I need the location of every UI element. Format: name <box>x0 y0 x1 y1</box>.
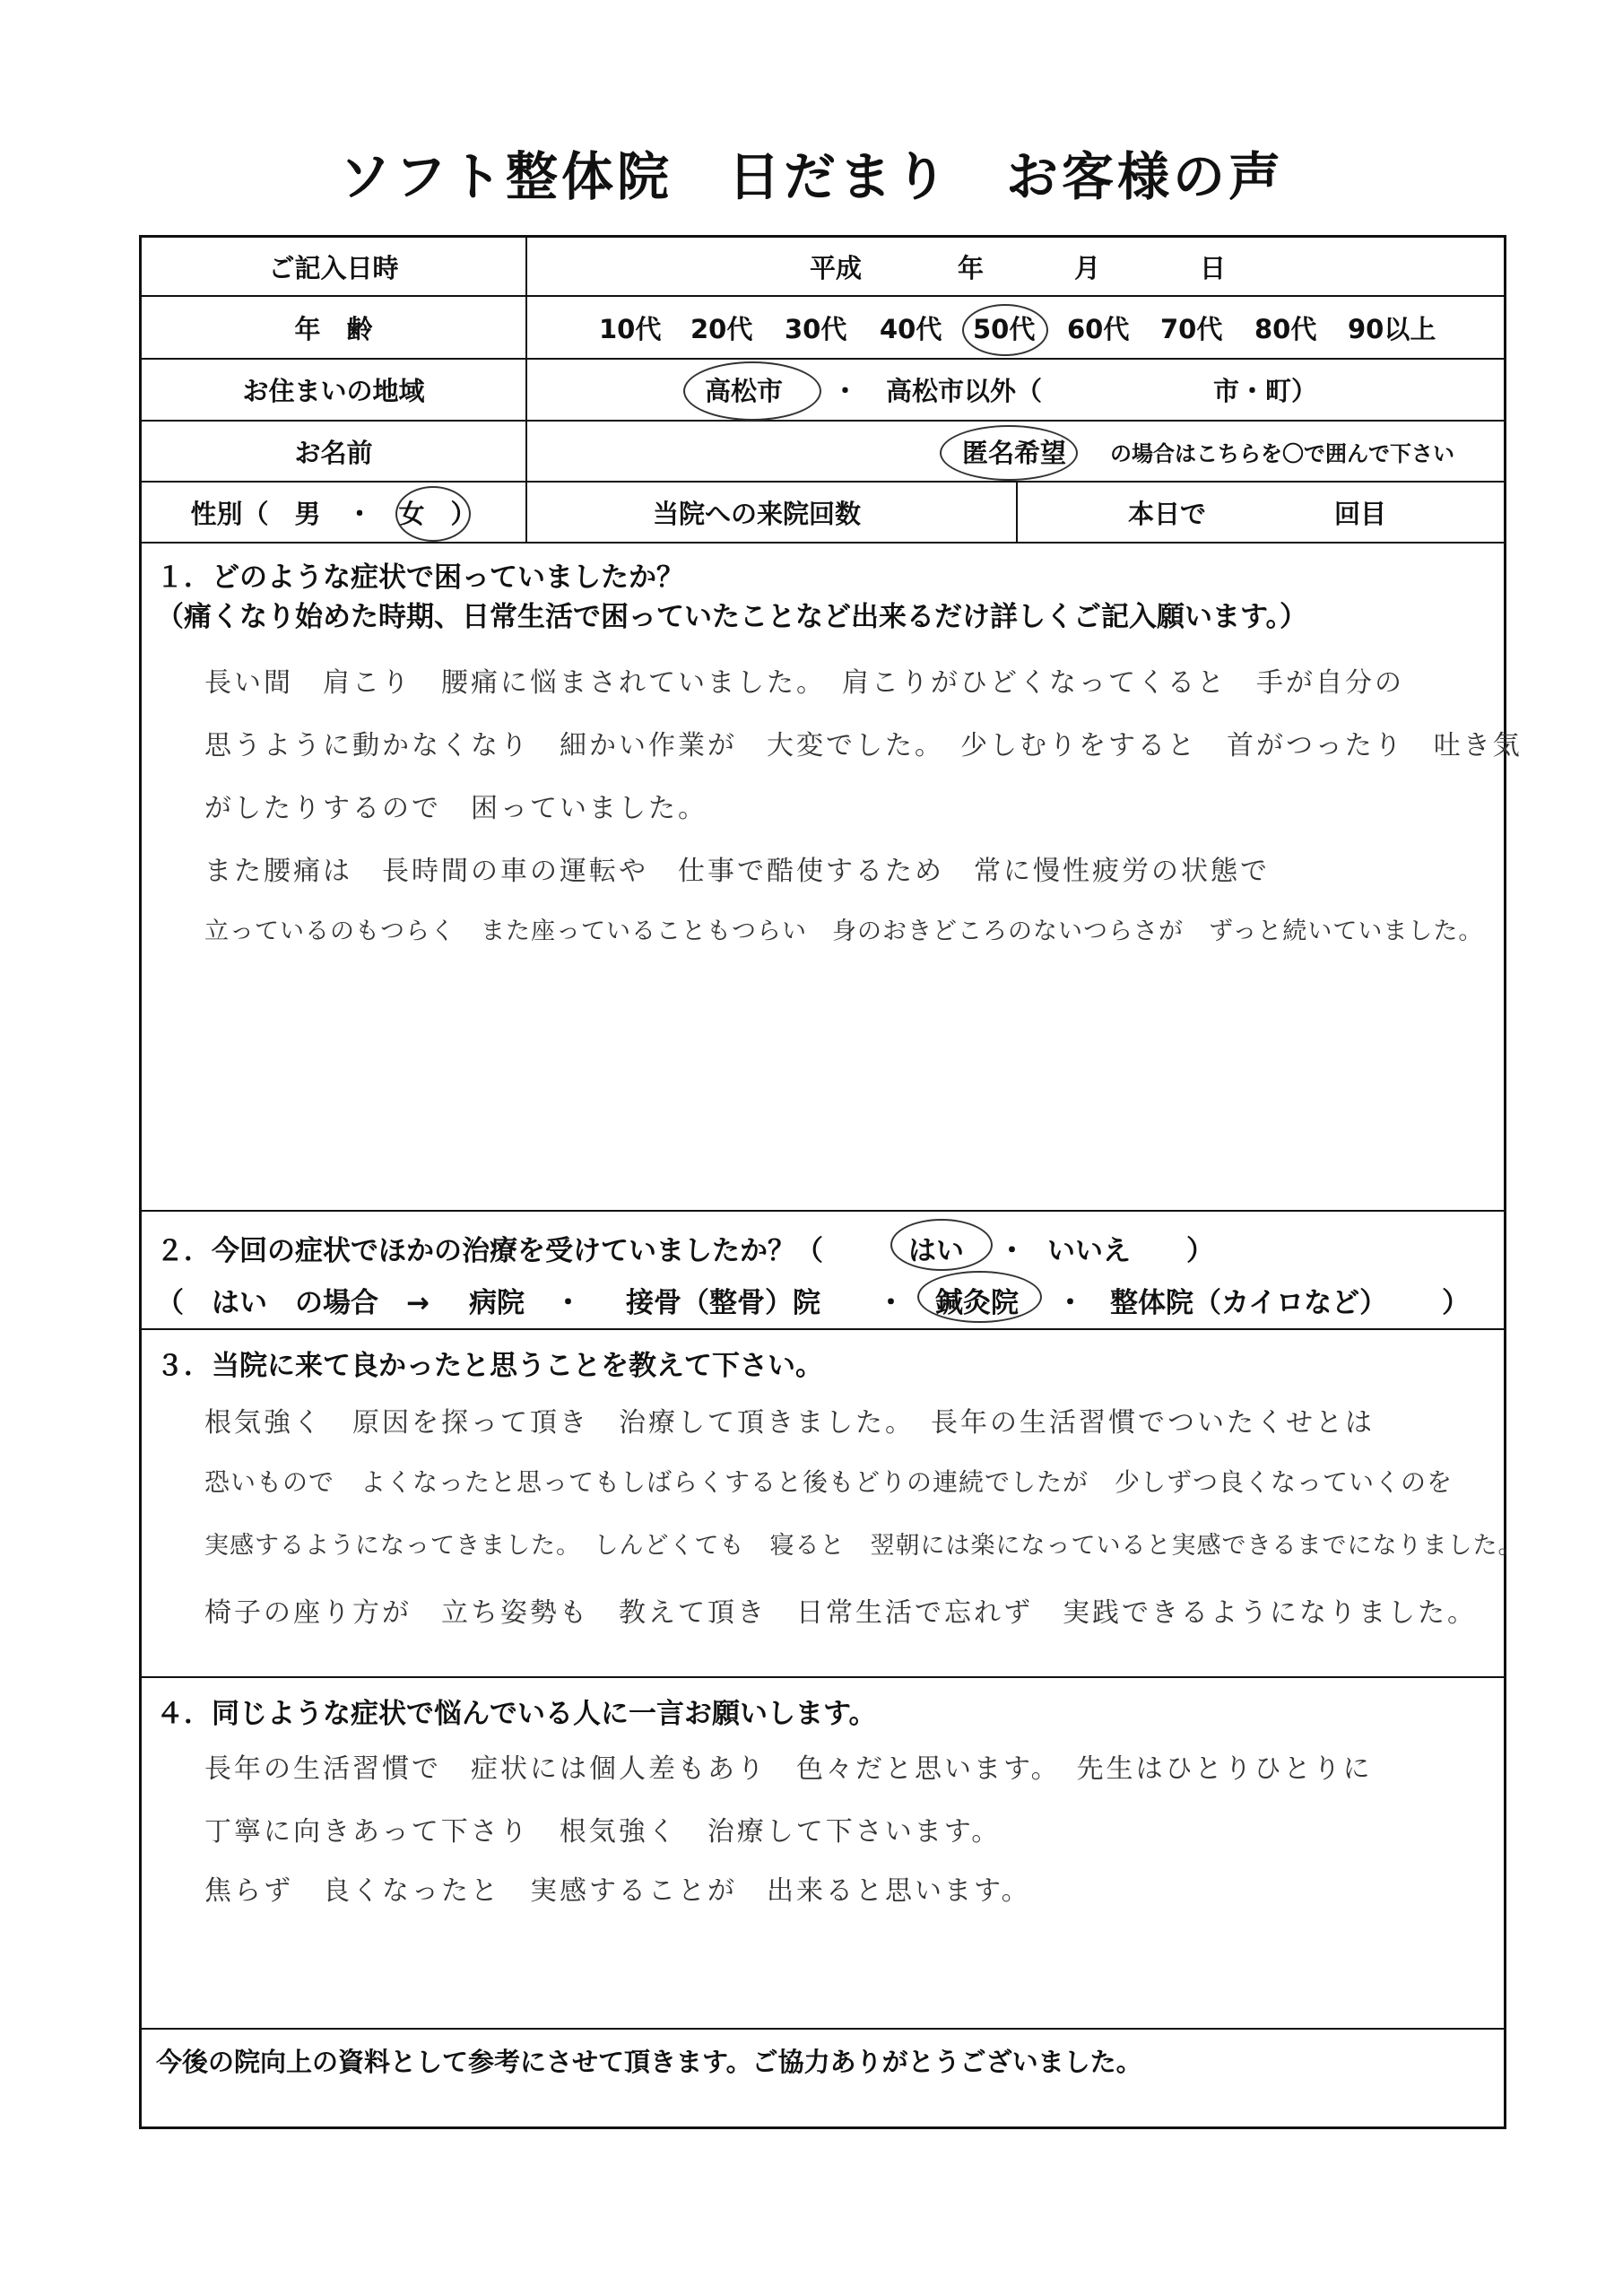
gender-label: 性別（ 男 ・ 女 ） <box>142 483 527 542</box>
age-option[interactable]: 10代 <box>599 313 662 344</box>
age-option[interactable]: 40代 <box>880 313 942 344</box>
visits-divider <box>1016 483 1018 542</box>
visits-today-label: 本日で <box>1128 498 1207 529</box>
visits-label: 当院への来院回数 <box>653 498 862 529</box>
question-2-place-selected[interactable]: 鍼灸院 <box>935 1287 1019 1319</box>
question-2-dot: ・ <box>554 1287 582 1319</box>
age-option[interactable]: 90以上 <box>1348 313 1436 344</box>
question-1-answer-line: また腰痛は 長時間の車の運転や 仕事で酷使するため 常に慢性疲労の状態で <box>204 856 1270 887</box>
anonymous-option[interactable]: 匿名希望 <box>962 437 1067 468</box>
question-2-line2-open: （ はい の場合 → <box>156 1287 457 1319</box>
question-1-answer-line: 立っているのもつらく また座っていることもつらい 身のおきどころのないつらさが ずっと続いていました。 <box>204 918 1484 945</box>
question-2-section <box>142 1212 1504 1330</box>
date-day: 日 <box>1200 252 1227 283</box>
visits-times-label: 回目 <box>1334 498 1387 529</box>
question-2-line2-close: ） <box>1442 1287 1470 1319</box>
question-2-dot: ・ <box>877 1287 905 1319</box>
footer-section <box>142 2030 1504 2128</box>
question-2-dot: ・ <box>1056 1287 1084 1319</box>
question-2-dot: ・ <box>998 1235 1026 1267</box>
age-option[interactable]: 80代 <box>1254 313 1317 344</box>
age-option[interactable]: 30代 <box>785 313 847 344</box>
date-year: 年 <box>958 252 985 283</box>
survey-form <box>139 235 1523 2129</box>
date-row <box>142 238 1504 297</box>
question-4-title: ４．同じような症状で悩んでいる人に一言お願いします。 <box>156 1698 877 1730</box>
question-2-place[interactable]: 接骨（整骨）院 <box>626 1287 820 1319</box>
date-label: ご記入日時 <box>142 238 527 295</box>
age-option[interactable]: 60代 <box>1067 313 1130 344</box>
question-2-no[interactable]: いいえ <box>1047 1235 1131 1267</box>
region-option-selected[interactable]: 高松市 <box>705 376 784 406</box>
selection-circle <box>917 1271 1042 1323</box>
name-row <box>142 422 1504 483</box>
question-1-answer-line: がしたりするので 困っていました。 <box>204 793 707 824</box>
question-2-yes[interactable]: はい <box>908 1235 964 1267</box>
question-2-place[interactable]: 整体院（カイロなど） <box>1110 1287 1388 1319</box>
question-2-close: ） <box>1186 1235 1214 1267</box>
age-row <box>142 297 1504 360</box>
form-title: ソフト整体院 日だまり お客様の声 <box>338 146 1284 207</box>
selection-circle <box>890 1219 993 1271</box>
age-option[interactable]: 20代 <box>690 313 753 344</box>
gender-row <box>142 483 1504 544</box>
region-separator: ・ <box>832 376 859 406</box>
question-4-answer-line: 焦らず 良くなったと 実感することが 出来ると思います。 <box>204 1875 1031 1907</box>
question-3-section <box>142 1330 1523 1678</box>
question-3-answer-line: 根気強く 原因を探って頂き 治療して頂きました。 長年の生活習慣でついたくせとは <box>204 1407 1375 1439</box>
region-label: お住まいの地域 <box>142 360 527 420</box>
question-2-title: ２．今回の症状でほかの治療を受けていましたか？（ <box>156 1235 823 1267</box>
question-1-answer-line: 長い間 肩こり 腰痛に悩まされていました。 肩こりがひどくなってくると 手が自分の <box>204 667 1404 699</box>
question-1-title: １．どのような症状で困っていましたか？ <box>156 561 684 594</box>
question-3-answer-line: 椅子の座り方が 立ち姿勢も 教えて頂き 日常生活で忘れず 実践できるようになりました。 <box>204 1597 1477 1629</box>
date-month: 月 <box>1074 252 1101 283</box>
question-2-place[interactable]: 病院 <box>469 1287 525 1319</box>
question-4-answer-line: 丁寧に向きあって下さり 根気強く 治療して下さいます。 <box>204 1816 1002 1848</box>
question-1-answer-line: 思うように動かなくなり 細かい作業が 大変でした。 少しむりをすると 首がつったり 吐き気 <box>204 730 1523 761</box>
selection-circle <box>683 361 821 421</box>
region-option[interactable]: 高松市以外（ <box>886 376 1043 406</box>
region-row <box>142 360 1504 422</box>
age-option-selected[interactable]: 50代 <box>973 313 1036 344</box>
date-era: 平成 <box>810 252 863 283</box>
selection-circle <box>940 425 1078 481</box>
age-label: 年 齢 <box>142 297 527 358</box>
question-3-answer-line: 実感するようになってきました。 しんどくても 寝ると 翌朝には楽になっていると実感できるまでになりました。 <box>204 1532 1523 1560</box>
anonymous-note: の場合はこちらを〇で囲んで下さい <box>1110 440 1454 466</box>
name-label: お名前 <box>142 422 527 481</box>
question-3-title: ３．当院に来て良かったと思うことを教えて下さい。 <box>156 1350 823 1382</box>
question-4-answer-line: 長年の生活習慣で 症状には個人差もあり 色々だと思います。 先生はひとりひとりに <box>204 1753 1373 1785</box>
question-1-subtitle: （痛くなり始めた時期、日常生活で困っていたことなど出来るだけ詳しくご記入願います。） <box>156 601 1308 633</box>
question-1-section <box>142 544 1523 1212</box>
question-3-answer-line: 恐いもので よくなったと思ってもしばらくすると後もどりの連続でしたが 少しずつ良くなっていくのを <box>204 1467 1454 1497</box>
region-city-suffix: 市・町） <box>1213 376 1318 406</box>
selection-circle <box>395 486 471 542</box>
footer-text: 今後の院向上の資料として参考にさせて頂きます。ご協力ありがとうございました。 <box>156 2047 1142 2077</box>
question-4-section <box>142 1678 1504 2030</box>
age-option[interactable]: 70代 <box>1160 313 1223 344</box>
selection-circle <box>962 304 1048 356</box>
